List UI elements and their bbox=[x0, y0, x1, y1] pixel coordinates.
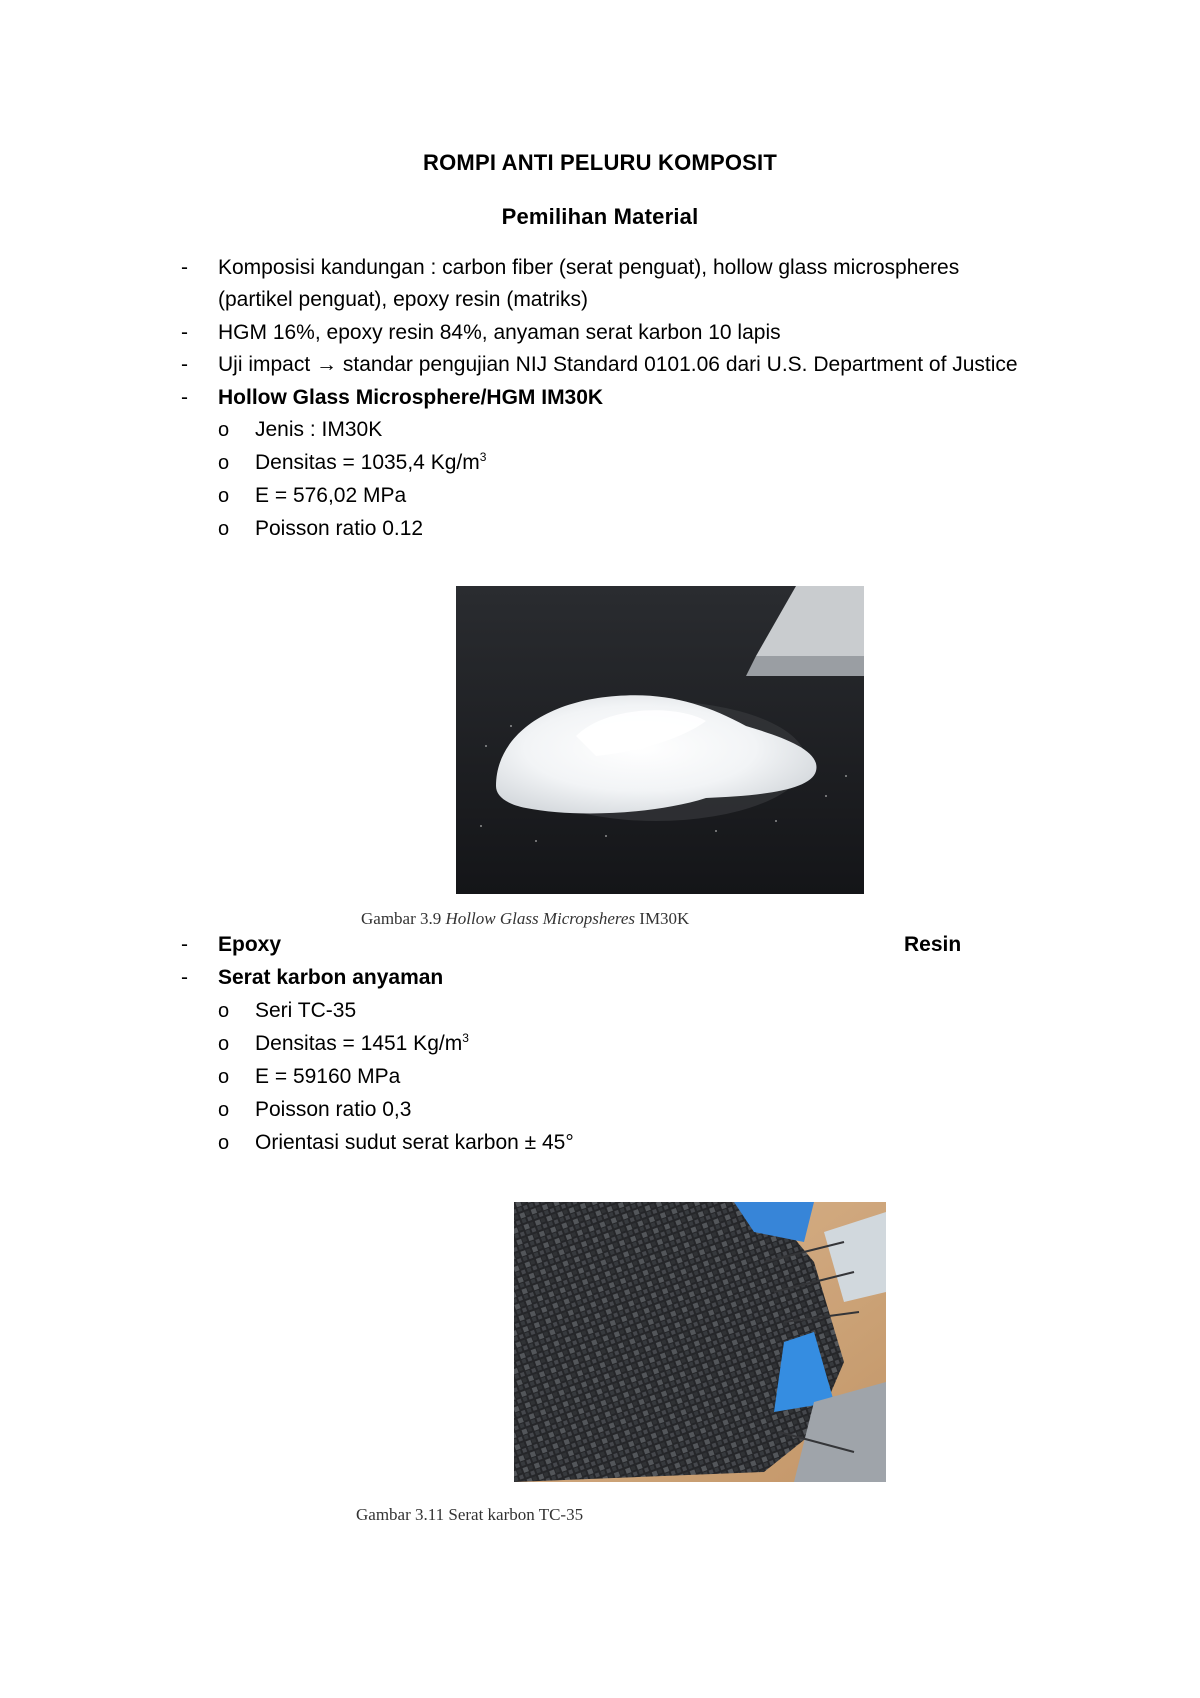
resin-label: Resin bbox=[904, 933, 962, 956]
dash-bullet: - bbox=[181, 966, 188, 989]
superscript: 3 bbox=[462, 1031, 469, 1045]
caption-prefix: Gambar 3.9 bbox=[361, 909, 446, 928]
circle-bullet: o bbox=[218, 419, 230, 441]
circle-bullet: o bbox=[218, 518, 230, 540]
composition-line-1: Komposisi kandungan : carbon fiber (serat penguat), hollow glass microspheres bbox=[218, 256, 960, 279]
arrow-right-icon: → bbox=[316, 353, 338, 376]
hgm-powder-photo bbox=[456, 586, 864, 894]
dash-bullet: - bbox=[181, 321, 188, 344]
circle-bullet: o bbox=[218, 1066, 230, 1088]
figure1-caption bbox=[361, 909, 689, 929]
carbon-modulus: E = 59160 MPa bbox=[255, 1065, 401, 1088]
epoxy-label: Epoxy bbox=[218, 933, 282, 956]
impact-text bbox=[218, 351, 1018, 379]
caption-suffix: IM30K bbox=[635, 909, 690, 928]
dash-bullet: - bbox=[181, 386, 188, 409]
carbon-density bbox=[255, 1030, 469, 1058]
ratio-text: HGM 16%, epoxy resin 84%, anyaman serat karbon 10 lapis bbox=[218, 321, 781, 344]
hgm-density bbox=[255, 449, 486, 477]
circle-bullet: o bbox=[218, 1099, 230, 1121]
circle-bullet: o bbox=[218, 485, 230, 507]
hgm-density-value: Densitas = 1035,4 Kg/m bbox=[255, 451, 480, 474]
hgm-powder-image bbox=[456, 586, 864, 894]
circle-bullet: o bbox=[218, 1033, 230, 1055]
circle-bullet: o bbox=[218, 1000, 230, 1022]
impact-standard: standar pengujian NIJ Standard 0101.06 dari U.S. Department of Justice bbox=[342, 353, 1018, 376]
hgm-heading: Hollow Glass Microsphere/HGM IM30K bbox=[218, 386, 604, 409]
hgm-poisson: Poisson ratio 0.12 bbox=[255, 517, 424, 540]
document-title: ROMPI ANTI PELURU KOMPOSIT bbox=[423, 150, 777, 175]
carbon-series: Seri TC-35 bbox=[255, 999, 357, 1022]
carbon-fiber-photo bbox=[514, 1202, 886, 1482]
composition-line-2: (partikel penguat), epoxy resin (matriks) bbox=[218, 288, 588, 311]
carbon-density-value: Densitas = 1451 Kg/m bbox=[255, 1032, 463, 1055]
carbon-poisson: Poisson ratio 0,3 bbox=[255, 1098, 412, 1121]
carbon-heading: Serat karbon anyaman bbox=[218, 966, 444, 989]
circle-bullet: o bbox=[218, 1132, 230, 1154]
impact-label: Uji impact bbox=[218, 353, 311, 376]
document-subtitle: Pemilihan Material bbox=[501, 204, 699, 229]
dash-bullet: - bbox=[181, 933, 188, 956]
circle-bullet: o bbox=[218, 452, 230, 474]
carbon-fiber-image bbox=[514, 1202, 886, 1482]
hgm-type: Jenis : IM30K bbox=[255, 418, 383, 441]
figure2-caption: Gambar 3.11 Serat karbon TC-35 bbox=[356, 1505, 584, 1524]
carbon-orientation: Orientasi sudut serat karbon ± 45° bbox=[255, 1131, 574, 1154]
dash-bullet: - bbox=[181, 256, 188, 279]
hgm-modulus: E = 576,02 MPa bbox=[255, 484, 407, 507]
superscript: 3 bbox=[479, 450, 487, 464]
dash-bullet: - bbox=[181, 353, 188, 376]
caption-italic: Hollow Glass Micropsheres bbox=[445, 909, 636, 928]
